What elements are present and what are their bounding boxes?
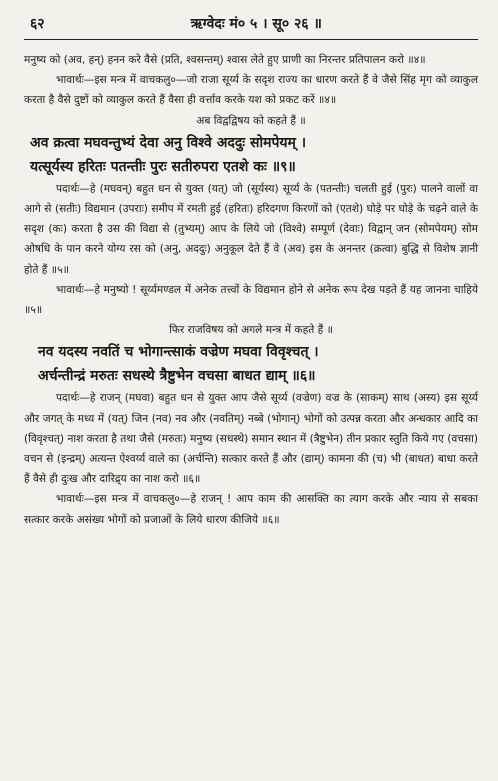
mantra-5-line-1: अव क्रत्वा मघवन्तुभ्यं देवा अनु विश्वे अददुः सोमपेयम् । [30,134,307,151]
mantra-6-line-2: अर्चन्तीन्द्रं मरुतः सधस्थे त्रैष्टुभेन वचसा बाधत द्याम् ॥६॥ [38,368,316,385]
padartha-5: पदार्थः—हे (मघवन्) बहुत धन से युक्त (यत्) जो (सूर्यस्य) सूर्य्य के (पतन्तीः) चलती हुई (पुरः) पालने वालों वा आगे से (सतीः) विद्यमान (उपराः) समीप में रमती हुई (हरितः) हरिदगण किरणों को (एतशे) घोड़े पर घोड़े के चढ़ने वाले के सदृश (कः) करता है उस की विद्या से (तुभ्यम्) आप के लिये जो (विश्वे) सम्पूर्ण (देवाः) विद्वान् जन (सोमपेयम्) सोम ओषधि के पान करने योग्य रस को (अनु, अददुः) अनुकूल देते हैं वे (अव) इस के अनन्तर (क्रत्वा) बुद्धि से विशेष ज्ञानी होते हैं ॥५॥ [24,182,478,276]
bhavartha-4: भावार्थः—इस मन्त्र में वाचकलु०—जो राजा सूर्य्य के सदृश राज्य का धारण करते हैं वे जैसे सिंह मृग को व्याकुल करता है वैसे दुष्टों को व्याकुल करते हैं वैसा ही वर्त्ताव करके यश को प्रकट करें ॥४॥ [24,74,478,107]
bhavartha-6: भावार्थः—इस मन्त्र में वाचकलु०—हे राजन् ! आप काम की आसक्ति का त्याग करके और न्याय से सबका सत्कार करके असंख्य भोगों को प्रजाओं के लिये धारण कीजिये ॥६॥ [24,493,478,526]
header-rule [24,39,478,40]
running-title: ऋग्वेदः मं० ५ । सू० २६ ॥ [190,16,322,32]
mantra-6-line-1: नव यदस्य नवतिं च भोगान्त्साकं वज्रेण मघवा विवृश्चत् । [38,344,319,361]
page-number: ६२ [30,16,45,32]
subject-heading-2: फिर राजविषय को अगले मन्त्र में कहते हैं ॥ [169,324,333,337]
subject-heading-1: अब विद्वद्विषय को कहते हैं ॥ [196,114,306,127]
mantra-5-line-2: यत्सूर्यस्य हरितः पतन्तीः पुरः सतीरुपरा एतशे कः ॥९॥ [30,158,296,175]
page-header [24,14,478,39]
paragraph-continuation: मनुष्य को (अव, हन्) हनन करे वैसे (प्रति, श्वसन्तम्) श्वास लेते हुए प्राणी का निरन्तर प्रतिपालन करो ॥४॥ [24,54,426,66]
padartha-6: पदार्थः—हे राजन् (मघवा) बहुत धन से युक्त आप जैसे सूर्य्य (वज्रेण) वज्र के (साकम्) साथ (अस्य) इस सूर्य्य और जगत् के मध्य में (यत्) जिन (नव) नव और (नवतिम्) नब्बे (भोगान्) भोगों को उत्पन्न करता और अन्धकार आदि का (विवृश्चत्) नाश करता है तथा जैसे (मरुतः) मनुष्य (सधस्थे) समान स्थान में (त्रैष्टुभेन) तीन प्रकार स्तुति किये गए (वचसा) वचन से (इन्द्रम्) अत्यन्त ऐश्वर्य्य वाले का (अर्चन्ति) सत्कार करते हैं और (द्याम्) कामना की (च) भी (बाधत) बाधा करते हैं वैसे ही दुःख और दारिद्र्य का नाश करो ॥६॥ [24,392,478,486]
bhavartha-5: भावार्थः—हे मनुष्यो ! सूर्य्यमण्डल में अनेक तत्त्वों के विद्यमान होने से अनेक रूप देख पड़ते हैं यह जानना चाहिये ॥५॥ [24,283,478,317]
